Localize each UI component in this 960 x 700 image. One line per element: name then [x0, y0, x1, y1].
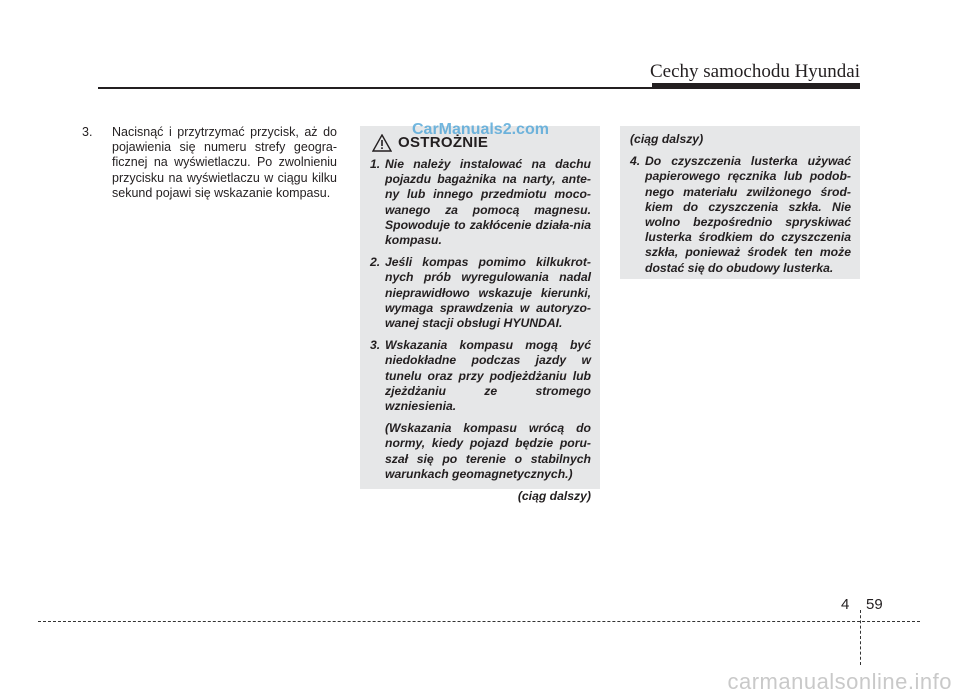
caution-item-1 [370, 157, 591, 248]
item-text: Do czyszczenia lusterka używać papierowego ręcznika lub podob-nego materiału zwilżonego środ-kiem do czyszczenia szkła. Nie wolno bezpośrednio spryskiwać lusterka środkiem do czyszczenia szkła, ponieważ środek ten może dostać się do obudowy lusterka. [645, 154, 851, 275]
step-number: 3. [82, 125, 93, 139]
instruction-step-3 [82, 125, 337, 201]
step-text: Nacisnąć i przytrzymać przycisk, aż do pojawienia się numeru strefy geogra-ficznej na wyświetlaczu. Po zwolnieniu przycisku na wyświetlaczu w ciągu kilku sekund pojawi się wskazanie kompasu. [112, 125, 337, 200]
item-number: 2. [370, 255, 381, 270]
item-text: Nie należy instalować na dachu pojazdu bagażnika na narty, ante-ny lub innego przedmiotu moco-wanego za pomocą magnesu. Spowoduje to zakłócenie działa-nia kompasu. [385, 157, 591, 248]
instruction-column [82, 125, 337, 201]
item-number: 4. [630, 154, 641, 169]
continued-label: (ciąg dalszy) [517, 489, 591, 504]
page-number: 59 [866, 596, 883, 613]
item-number: 1. [370, 157, 381, 171]
caution-continued-box [620, 126, 860, 279]
running-header: Cechy samochodu Hyundai [649, 61, 860, 82]
footer-divider [38, 621, 920, 622]
chapter-number: 4 [841, 596, 850, 613]
footer-watermark: carmanualsonline.info [727, 669, 952, 694]
caution-item-4 [630, 154, 851, 276]
watermark-carmanuals: CarManuals2.com [412, 121, 549, 138]
header-rule-accent [652, 83, 860, 89]
item-text: Wskazania kompasu mogą być niedokładne podczas jazdy w tunelu oraz przy podjeżdżaniu lub zjeżdżaniu ze stromego wzniesienia. [385, 338, 591, 414]
caution-item-2 [370, 255, 591, 331]
continued-label: (ciąg dalszy) [630, 132, 704, 146]
caution-box [360, 126, 600, 504]
item-number: 3. [370, 338, 381, 353]
warning-triangle-icon [372, 134, 392, 152]
caution-title: OSTROŻNIE [398, 134, 489, 152]
caution-note: (Wskazania kompasu wrócą do normy, kiedy pojazd będzie poru-szał się po terenie o stabilnych warunkach geomagnetycznych.) [385, 421, 591, 481]
item-text: Jeśli kompas pomimo kilkukrot-nych prób wyregulowania nadal nieprawidłowo wskazuje kierunki, wymaga sprawdzenia w autoryzo-wanej stacji obsługi HYUNDAI. [385, 255, 591, 331]
caution-item-3 [370, 338, 591, 414]
page-number-divider [860, 610, 861, 665]
